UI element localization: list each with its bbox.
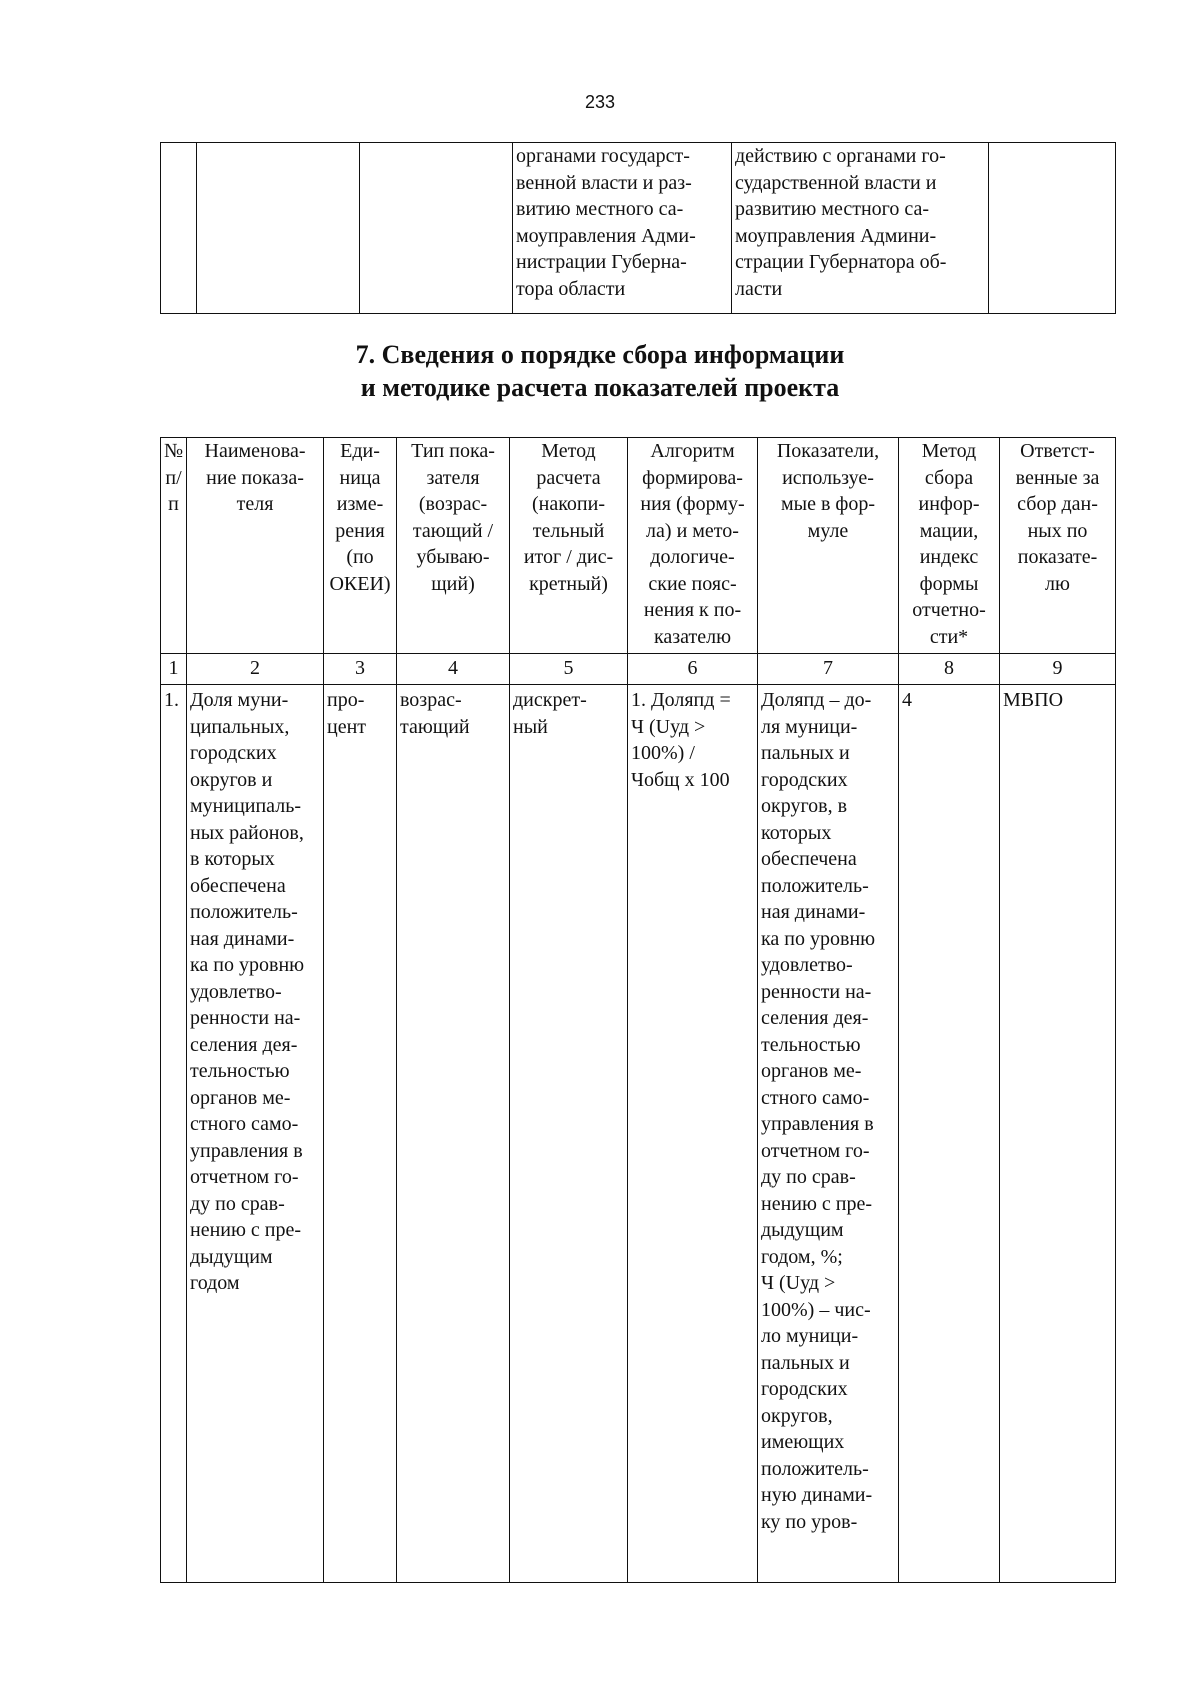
column-header: Алгоритм формирова- ния (форму- ла) и мето- дологиче- ские пояс- нения к по- казателю	[628, 438, 758, 654]
table-header-row	[161, 438, 1116, 654]
indicators-table	[160, 437, 1116, 1583]
algorithm-cell: 1. Доляпд = Ч (Uуд > 100%) / Чобщ x 100	[628, 685, 758, 1583]
column-header: Показатели, используе- мые в фор- муле	[758, 438, 899, 654]
row-number: 1.	[161, 685, 187, 1583]
table-cell	[360, 143, 513, 314]
column-header: Ответст- венные за сбор дан- ных по показате- лю	[1000, 438, 1116, 654]
column-number-row	[161, 654, 1116, 685]
column-number: 4	[397, 654, 510, 685]
column-header: Еди- ница изме- рения (по ОКЕИ)	[324, 438, 397, 654]
calculation-method: дискрет- ный	[510, 685, 628, 1583]
column-header: Метод сбора инфор- мации, индекс формы отчетно- сти*	[899, 438, 1000, 654]
indicator-type: возрас- тающий	[397, 685, 510, 1583]
formula-indicators: Доляпд – до- ля муници- пальных и городских округов, в которых обеспечена положитель- ная динами- ка по уровню удовлетво- ренности на- селения дея- тельностью органов ме- стного само- управления в отчетном го- ду по срав- нению с пре- дыдущим годом, %; Ч (Uуд > 100%) – чис- ло муници- пальных и городских округов, имеющих положитель- ную динами- ку по уров-	[758, 685, 899, 1583]
table-cell	[989, 143, 1116, 314]
column-header: Метод расчета (накопи- тельный итог / дис- кретный)	[510, 438, 628, 654]
column-number: 1	[161, 654, 187, 685]
column-number: 5	[510, 654, 628, 685]
column-number: 7	[758, 654, 899, 685]
table-row	[161, 143, 1116, 314]
indicator-name: Доля муни- ципальных, городских округов и муниципаль- ных районов, в которых обеспечена положитель- ная динами- ка по уровню удовлетво- ренности на- селения дея- тельностью органов ме- стного само- управления в отчетном го- ду по срав- нению с пре- дыдущим годом	[187, 685, 324, 1583]
column-number: 3	[324, 654, 397, 685]
table-cell: действию с органами го- сударственной власти и развитию местного са- моуправления Админи- страции Губернатора об- ласти	[732, 143, 989, 314]
table-cell: органами государст- венной власти и раз- витию местного са- моуправления Адми- нистрации Губерна- тора области	[513, 143, 732, 314]
unit-cell: про- цент	[324, 685, 397, 1583]
column-header: Тип пока- зателя (возрас- тающий / убываю- щий)	[397, 438, 510, 654]
column-header: Наименова- ние показа- теля	[187, 438, 324, 654]
table-row	[161, 685, 1116, 1583]
responsible-cell: МВПО	[1000, 685, 1116, 1583]
column-number: 9	[1000, 654, 1116, 685]
page-number: 233	[584, 92, 616, 112]
table-cell	[197, 143, 360, 314]
column-header: № п/ п	[161, 438, 187, 654]
collection-method: 4	[899, 685, 1000, 1583]
table-cell	[161, 143, 197, 314]
column-number: 8	[899, 654, 1000, 685]
section-title: 7. Сведения о порядке сбора информации и методике расчета показателей проекта	[355, 340, 845, 402]
continuation-table	[160, 142, 1116, 314]
column-number: 6	[628, 654, 758, 685]
column-number: 2	[187, 654, 324, 685]
